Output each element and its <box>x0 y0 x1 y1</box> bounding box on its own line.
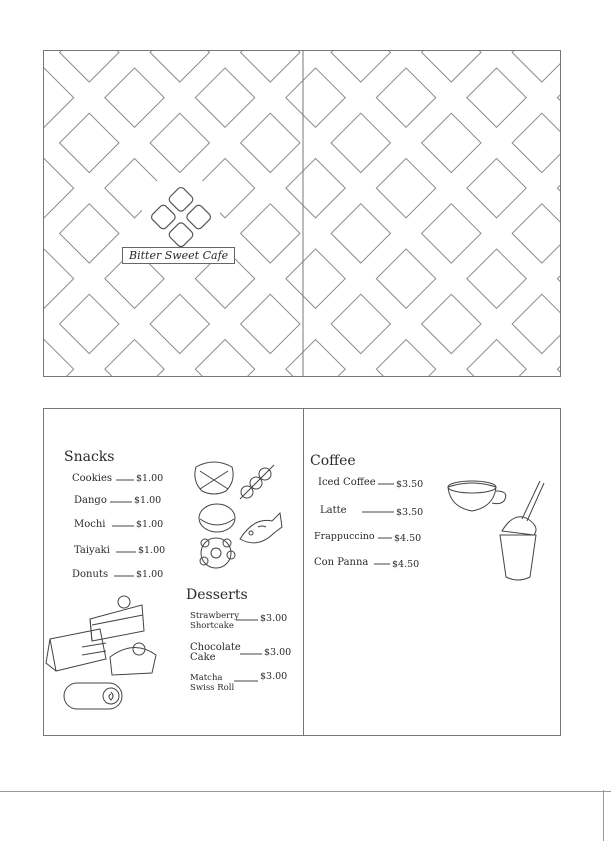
snack-name: Cookies <box>72 473 112 484</box>
coffee-name: Latte <box>320 505 347 516</box>
snack-price: $1.00 <box>138 545 166 556</box>
four-diamond-logo-icon <box>44 51 561 377</box>
snacks-heading: Snacks <box>64 449 115 465</box>
desserts-heading: Desserts <box>186 587 248 603</box>
dessert-price: $3.00 <box>264 647 292 658</box>
menu-inside <box>43 408 561 736</box>
coffee-price: $4.50 <box>392 559 420 570</box>
coffee-price: $3.50 <box>396 479 424 490</box>
dessert-name: Strawberry Shortcake <box>190 611 240 631</box>
coffee-price: $4.50 <box>394 533 422 544</box>
dessert-name: Chocolate Cake <box>190 642 241 663</box>
dessert-price: $3.00 <box>260 613 288 624</box>
snack-price: $1.00 <box>136 473 164 484</box>
coffee-name: Iced Coffee <box>318 477 376 488</box>
price-leaders <box>44 409 562 737</box>
coffee-name: Frappuccino <box>314 531 375 542</box>
snack-name: Mochi <box>74 519 106 530</box>
coffee-name: Con Panna <box>314 557 369 568</box>
snack-price: $1.00 <box>136 519 164 530</box>
paper-edge <box>0 791 611 792</box>
snack-name: Donuts <box>72 569 109 580</box>
dessert-name: Matcha Swiss Roll <box>190 673 235 693</box>
paper-edge-vertical <box>603 790 604 841</box>
menu-cover <box>43 50 561 377</box>
snack-price: $1.00 <box>134 495 162 506</box>
cafe-name-label: Bitter Sweet Cafe <box>122 247 235 264</box>
snack-name: Dango <box>74 495 107 506</box>
coffee-heading: Coffee <box>310 453 356 469</box>
snack-price: $1.00 <box>136 569 164 580</box>
dessert-price: $3.00 <box>260 671 288 682</box>
coffee-price: $3.50 <box>396 507 424 518</box>
snack-name: Taiyaki <box>74 545 110 556</box>
